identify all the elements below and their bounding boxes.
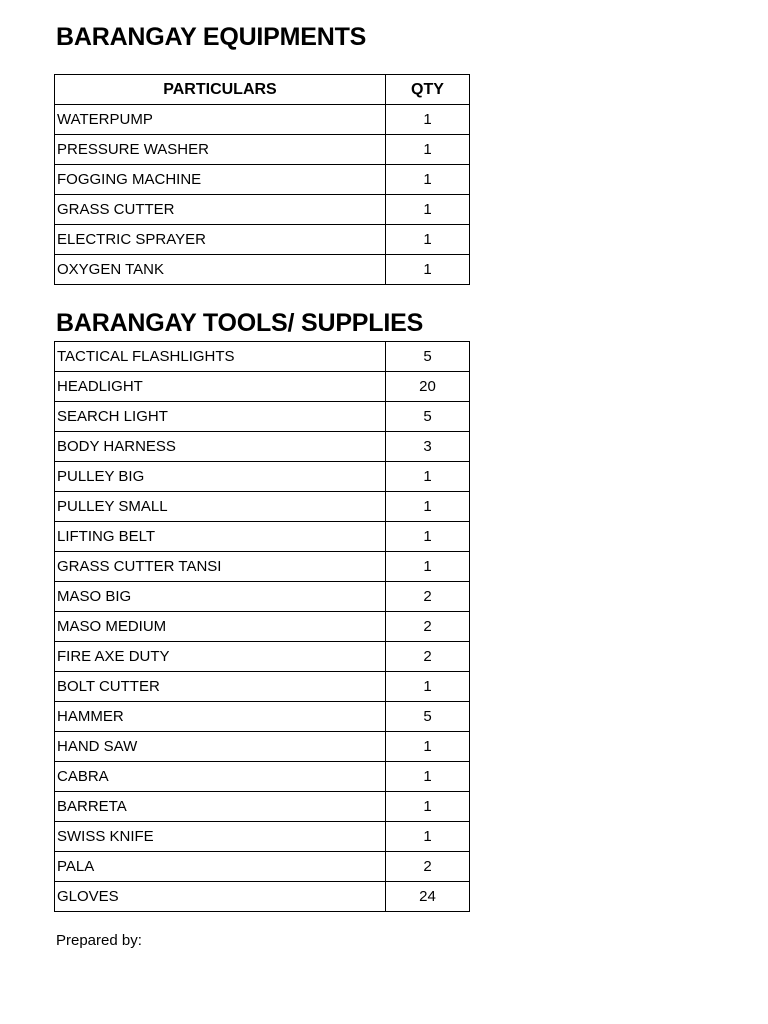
qty-header: QTY [386, 75, 470, 105]
item-cell: BARRETA [55, 792, 386, 822]
table-row [55, 105, 470, 135]
table-row [55, 552, 470, 582]
item-cell: PULLEY SMALL [55, 492, 386, 522]
table-row [55, 882, 470, 912]
table-row [55, 672, 470, 702]
qty-cell: 1 [386, 165, 470, 195]
qty-cell: 1 [386, 552, 470, 582]
qty-cell: 1 [386, 762, 470, 792]
qty-cell: 1 [386, 195, 470, 225]
table-row [55, 612, 470, 642]
prepared-by-label: Prepared by: [56, 932, 142, 949]
qty-cell: 20 [386, 372, 470, 402]
table-row [55, 255, 470, 285]
qty-cell: 2 [386, 582, 470, 612]
qty-cell: 1 [386, 822, 470, 852]
tools-section-title: BARANGAY TOOLS/ SUPPLIES [56, 309, 424, 337]
table-row [55, 462, 470, 492]
table-row [55, 792, 470, 822]
qty-cell: 2 [386, 642, 470, 672]
qty-cell: 1 [386, 792, 470, 822]
equipment-table [54, 74, 470, 285]
qty-cell: 1 [386, 732, 470, 762]
table-row [55, 402, 470, 432]
item-cell: SWISS KNIFE [55, 822, 386, 852]
item-cell: PALA [55, 852, 386, 882]
table-row [55, 822, 470, 852]
qty-cell: 5 [386, 702, 470, 732]
item-cell: LIFTING BELT [55, 522, 386, 552]
item-cell: ELECTRIC SPRAYER [55, 225, 386, 255]
table-row [55, 642, 470, 672]
item-cell: HEADLIGHT [55, 372, 386, 402]
table-row [55, 582, 470, 612]
item-cell: TACTICAL FLASHLIGHTS [55, 342, 386, 372]
table-row [55, 135, 470, 165]
qty-cell: 2 [386, 852, 470, 882]
table-row [55, 195, 470, 225]
qty-cell: 1 [386, 225, 470, 255]
item-cell: FIRE AXE DUTY [55, 642, 386, 672]
qty-cell: 1 [386, 255, 470, 285]
qty-cell: 1 [386, 672, 470, 702]
item-cell: WATERPUMP [55, 105, 386, 135]
qty-cell: 5 [386, 402, 470, 432]
table-row [55, 372, 470, 402]
item-cell: BODY HARNESS [55, 432, 386, 462]
particulars-header: PARTICULARS [55, 75, 386, 105]
qty-cell: 2 [386, 612, 470, 642]
table-row [55, 762, 470, 792]
qty-cell: 1 [386, 135, 470, 165]
item-cell: PULLEY BIG [55, 462, 386, 492]
item-cell: CABRA [55, 762, 386, 792]
item-cell: HAMMER [55, 702, 386, 732]
item-cell: PRESSURE WASHER [55, 135, 386, 165]
item-cell: BOLT CUTTER [55, 672, 386, 702]
item-cell: MASO BIG [55, 582, 386, 612]
qty-cell: 1 [386, 462, 470, 492]
table-row [55, 852, 470, 882]
qty-cell: 24 [386, 882, 470, 912]
table-row [55, 342, 470, 372]
qty-cell: 1 [386, 522, 470, 552]
item-cell: GLOVES [55, 882, 386, 912]
qty-cell: 1 [386, 105, 470, 135]
qty-cell: 5 [386, 342, 470, 372]
item-cell: FOGGING MACHINE [55, 165, 386, 195]
tools-table [54, 341, 470, 912]
table-row [55, 702, 470, 732]
item-cell: MASO MEDIUM [55, 612, 386, 642]
equipment-section-title: BARANGAY EQUIPMENTS [56, 23, 367, 51]
table-row [55, 432, 470, 462]
equipment-header-row [55, 75, 470, 105]
item-cell: GRASS CUTTER TANSI [55, 552, 386, 582]
table-row [55, 492, 470, 522]
item-cell: SEARCH LIGHT [55, 402, 386, 432]
qty-cell: 1 [386, 492, 470, 522]
qty-cell: 3 [386, 432, 470, 462]
table-row [55, 522, 470, 552]
table-row [55, 732, 470, 762]
item-cell: GRASS CUTTER [55, 195, 386, 225]
item-cell: HAND SAW [55, 732, 386, 762]
table-row [55, 165, 470, 195]
table-row [55, 225, 470, 255]
item-cell: OXYGEN TANK [55, 255, 386, 285]
